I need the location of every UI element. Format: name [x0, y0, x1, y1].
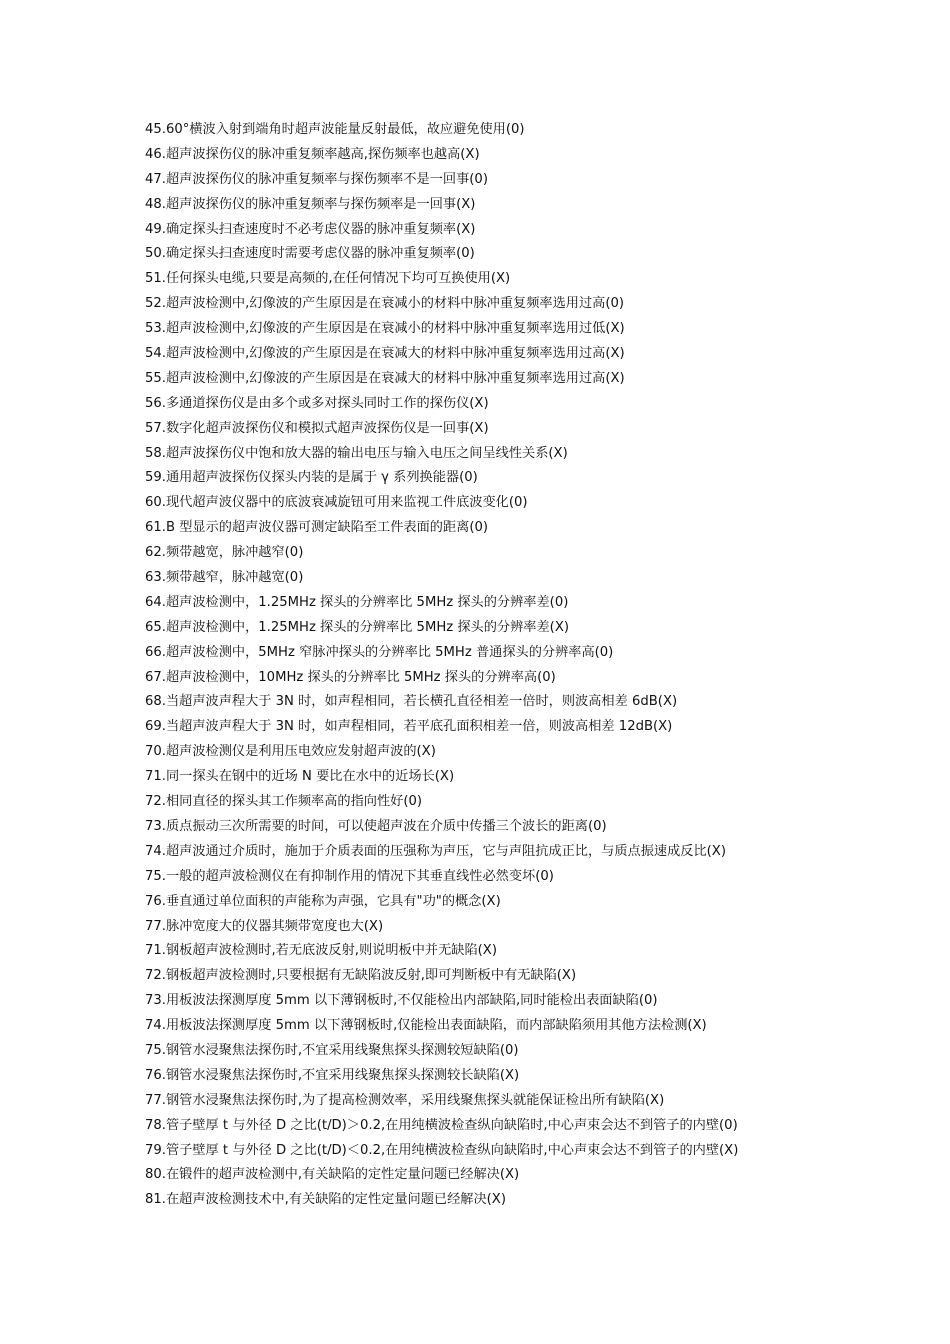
question-line: 64.超声波检测中，1.25MHz 探头的分辨率比 5MHz 探头的分辨率差(0)	[145, 594, 569, 610]
question-line: 77.钢管水浸聚焦法探伤时,为了提高检测效率，采用线聚焦探头就能保证检出所有缺陷(X)	[145, 1092, 665, 1108]
question-line: 68.当超声波声程大于 3N 时，如声程相同，若长横孔直径相差一倍时，则波高相差 6dB(X)	[145, 694, 678, 710]
question-line: 81.在超声波检测技术中,有关缺陷的定性定量问题已经解决(X)	[145, 1192, 506, 1208]
question-line: 47.超声波探伤仪的脉冲重复频率与探伤频率不是一回事(0)	[145, 171, 488, 187]
question-line: 73.质点振动三次所需要的时间，可以使超声波在介质中传播三个波长的距离(0)	[145, 818, 607, 834]
question-line: 76.钢管水浸聚焦法探伤时,不宜采用线聚焦探头探测较长缺陷(X)	[145, 1067, 520, 1083]
question-line: 46.超声波探伤仪的脉冲重复频率越高,探伤频率也越高(X)	[145, 146, 480, 162]
question-line: 48.超声波探伤仪的脉冲重复频率与探伤频率是一回事(X)	[145, 196, 476, 212]
question-line: 61.B 型显示的超声波仪器可测定缺陷至工件表面的距离(0)	[145, 520, 489, 536]
question-line: 78.管子壁厚 t 与外径 D 之比(t/D)＞0.2,在用纯横波检查纵向缺陷时,中心声束会达不到管子的内壁(0)	[145, 1117, 738, 1133]
question-line: 59.通用超声波探伤仪探头内装的是属于 γ 系列换能器(0)	[145, 470, 478, 486]
question-line: 49.确定探头扫查速度时不必考虑仪器的脉冲重复频率(X)	[145, 221, 476, 237]
question-list	[145, 118, 935, 1213]
question-line: 72.钢板超声波检测时,只要根据有无缺陷波反射,即可判断板中有无缺陷(X)	[145, 968, 577, 984]
question-line: 58.超声波探伤仪中饱和放大器的输出电压与输入电压之间呈线性关系(X)	[145, 445, 568, 461]
question-line: 56.多通道探伤仪是由多个或多对探头同时工作的探伤仪(X)	[145, 395, 489, 411]
question-line: 77.脉冲宽度大的仪器其频带宽度也大(X)	[145, 918, 384, 934]
question-line: 72.相同直径的探头其工作频率高的指向性好(0)	[145, 794, 423, 810]
question-line: 73.用板波法探测厚度 5mm 以下薄钢板时,不仅能检出内部缺陷,同时能检出表面缺陷(0)	[145, 993, 658, 1009]
question-line: 71.同一探头在钢中的近场 N 要比在水中的近场长(X)	[145, 769, 455, 785]
question-line: 74.超声波通过介质时，施加于介质表面的压强称为声压，它与声阻抗成正比，与质点振速成反比(X)	[145, 843, 726, 859]
question-line: 65.超声波检测中，1.25MHz 探头的分辨率比 5MHz 探头的分辨率差(X)	[145, 619, 569, 635]
question-line: 75.一般的超声波检测仪在有抑制作用的情况下其垂直线性必然变坏(0)	[145, 868, 554, 884]
question-line: 51.任何探头电缆,只要是高频的,在任何情况下均可互换使用(X)	[145, 271, 511, 287]
question-line: 53.超声波检测中,幻像波的产生原因是在衰减小的材料中脉冲重复频率选用过低(X)	[145, 321, 625, 337]
question-line: 52.超声波检测中,幻像波的产生原因是在衰减小的材料中脉冲重复频率选用过高(0)	[145, 296, 625, 312]
question-line: 66.超声波检测中，5MHz 窄脉冲探头的分辨率比 5MHz 普通探头的分辨率高(0)	[145, 644, 614, 660]
question-line: 50.确定探头扫查速度时需要考虑仪器的脉冲重复频率(0)	[145, 246, 475, 262]
question-line: 60.现代超声波仪器中的底波衰减旋钮可用来监视工件底波变化(0)	[145, 495, 528, 511]
question-line: 71.钢板超声波检测时,若无底波反射,则说明板中并无缺陷(X)	[145, 943, 497, 959]
question-line: 75.钢管水浸聚焦法探伤时,不宜采用线聚焦探头探测较短缺陷(0)	[145, 1042, 519, 1058]
question-line: 45.60°横波入射到端角时超声波能量反射最低，故应避免使用(0)	[145, 122, 525, 137]
question-line: 69.当超声波声程大于 3N 时，如声程相同，若平底孔面积相差一倍，则波高相差 12dB(X)	[145, 719, 673, 735]
question-line: 70.超声波检测仪是利用压电效应发射超声波的(X)	[145, 744, 436, 760]
question-line: 54.超声波检测中,幻像波的产生原因是在衰减大的材料中脉冲重复频率选用过高(X)	[145, 346, 625, 362]
question-line: 74.用板波法探测厚度 5mm 以下薄钢板时,仅能检出表面缺陷，而内部缺陷须用其他方法检测(X)	[145, 1018, 707, 1034]
question-line: 62.频带越宽，脉冲越窄(0)	[145, 545, 304, 561]
question-line: 57.数字化超声波探伤仪和模拟式超声波探伤仪是一回事(X)	[145, 420, 489, 436]
question-line: 80.在锻件的超声波检测中,有关缺陷的定性定量问题已经解决(X)	[145, 1167, 520, 1183]
question-line: 76.垂直通过单位面积的声能称为声强，它具有"功"的概念(X)	[145, 893, 501, 909]
question-line: 55.超声波检测中,幻像波的产生原因是在衰减大的材料中脉冲重复频率选用过高(X)	[145, 370, 625, 386]
question-line: 63.频带越窄，脉冲越宽(0)	[145, 570, 304, 586]
question-line: 67.超声波检测中，10MHz 探头的分辨率比 5MHz 探头的分辨率高(0)	[145, 669, 556, 685]
question-line: 79.管子壁厚 t 与外径 D 之比(t/D)＜0.2,在用纯横波检查纵向缺陷时,中心声束会达不到管子的内壁(X)	[145, 1142, 739, 1158]
